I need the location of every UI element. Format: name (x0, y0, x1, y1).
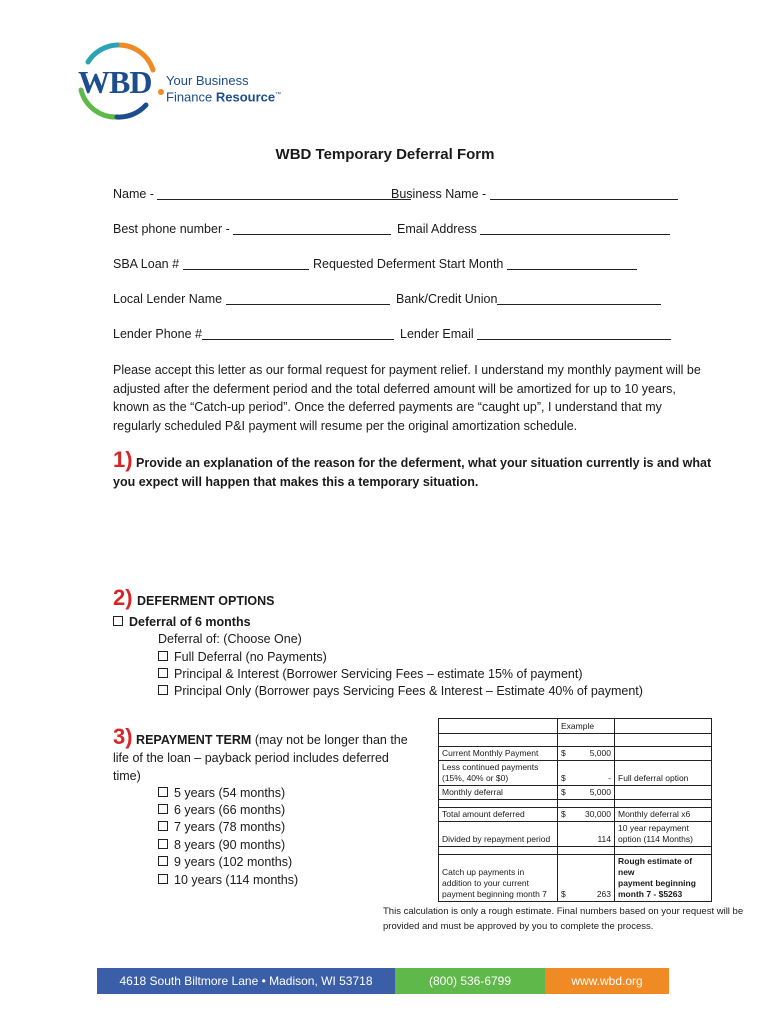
form-title: WBD Temporary Deferral Form (275, 146, 495, 163)
checkbox-icon (158, 821, 168, 831)
phone-field[interactable]: Best phone number - (113, 222, 391, 236)
term-8-years[interactable]: 8 years (90 months) (158, 838, 285, 852)
checkbox-icon (158, 804, 168, 814)
footer-phone[interactable]: (800) 536-6799 (395, 968, 545, 994)
calculation-table (438, 718, 712, 902)
checkbox-icon (158, 839, 168, 849)
checkbox-icon (158, 668, 168, 678)
footer-website-link[interactable]: www.wbd.org (545, 968, 669, 994)
table-row: Monthly deferral $ 5,000 (439, 786, 712, 800)
footer-address: 4618 South Biltmore Lane • Madison, WI 53718 (97, 968, 395, 994)
estimate-note: This calculation is only a rough estimate. Final numbers based on your request will be provided and must be approved by you to complete the process. (383, 906, 744, 932)
checkbox-icon (158, 651, 168, 661)
lender-email-field[interactable]: Lender Email (400, 327, 671, 341)
table-row: Total amount deferred $ 30,000 Monthly deferral x6 (439, 808, 712, 822)
section-3-line3: time) (113, 769, 141, 783)
term-7-years[interactable]: 7 years (78 months) (158, 820, 285, 834)
choice-full-deferral[interactable]: Full Deferral (no Payments) (158, 650, 327, 664)
bank-field[interactable]: Bank/Credit Union (396, 292, 661, 306)
checkbox-icon (158, 787, 168, 797)
logo-tagline: Your Business Finance Resource™ (166, 73, 282, 105)
section-3-heading: 3) REPAYMENT TERM (may not be longer than the (113, 724, 408, 749)
checkbox-icon (158, 874, 168, 884)
email-field[interactable]: Email Address (397, 222, 670, 236)
intro-paragraph: Please accept this letter as our formal request for payment relief. I understand my monthly payment will be adjusted after the deferment period and the total deferred amount will be amortized for up to 10 years, known as the “Catch-up period”. Once the deferred payments are “caught up”, I understand that my regularly scheduled P&I payment will resume per the original amortization schedule. (113, 363, 701, 433)
table-row (439, 734, 712, 747)
lender-phone-field[interactable]: Lender Phone # (113, 327, 394, 341)
choice-principal-interest[interactable]: Principal & Interest (Borrower Servicing Fees – estimate 15% of payment) (158, 667, 583, 681)
table-row: Catch up payments in addition to your current payment beginning month 7 $ 263 Rough estimate of new payment beginning month 7 - $5263 (439, 855, 712, 902)
term-6-years[interactable]: 6 years (66 months) (158, 803, 285, 817)
checkbox-icon (158, 685, 168, 695)
table-row (439, 847, 712, 855)
table-row (439, 800, 712, 808)
deferral-6-months-option[interactable]: Deferral of 6 months (113, 615, 251, 629)
term-9-years[interactable]: 9 years (102 months) (158, 855, 292, 869)
table-row: Divided by repayment period 114 10 year repayment option (114 Months) (439, 822, 712, 847)
section-1: 1) Provide an explanation of the reason for the deferment, what your situation currently is and what you expect will happen that makes this a temporary situation. (113, 447, 712, 489)
name-field[interactable]: Name - (113, 187, 411, 201)
deferment-start-field[interactable]: Requested Deferment Start Month (313, 257, 637, 271)
logo-wordmark: WBD (78, 64, 152, 100)
local-lender-field[interactable]: Local Lender Name (113, 292, 390, 306)
table-row: Example (439, 719, 712, 734)
term-5-years[interactable]: 5 years (54 months) (158, 786, 285, 800)
checkbox-icon (113, 616, 123, 626)
business-name-field[interactable]: Business Name - (391, 187, 678, 201)
table-row: Less continued payments (15%, 40% or $0) $ - Full deferral option (439, 761, 712, 786)
sba-loan-field[interactable]: SBA Loan # (113, 257, 309, 271)
term-10-years[interactable]: 10 years (114 months) (158, 873, 298, 887)
section-3-line2: life of the loan – payback period includes deferred (113, 751, 389, 765)
deferral-of-label: Deferral of: (Choose One) (158, 632, 302, 646)
section-2-heading: 2) DEFERMENT OPTIONS (113, 585, 275, 610)
choice-principal-only[interactable]: Principal Only (Borrower pays Servicing Fees & Interest – Estimate 40% of payment) (158, 684, 643, 698)
checkbox-icon (158, 856, 168, 866)
table-row: Current Monthly Payment $ 5,000 (439, 747, 712, 761)
